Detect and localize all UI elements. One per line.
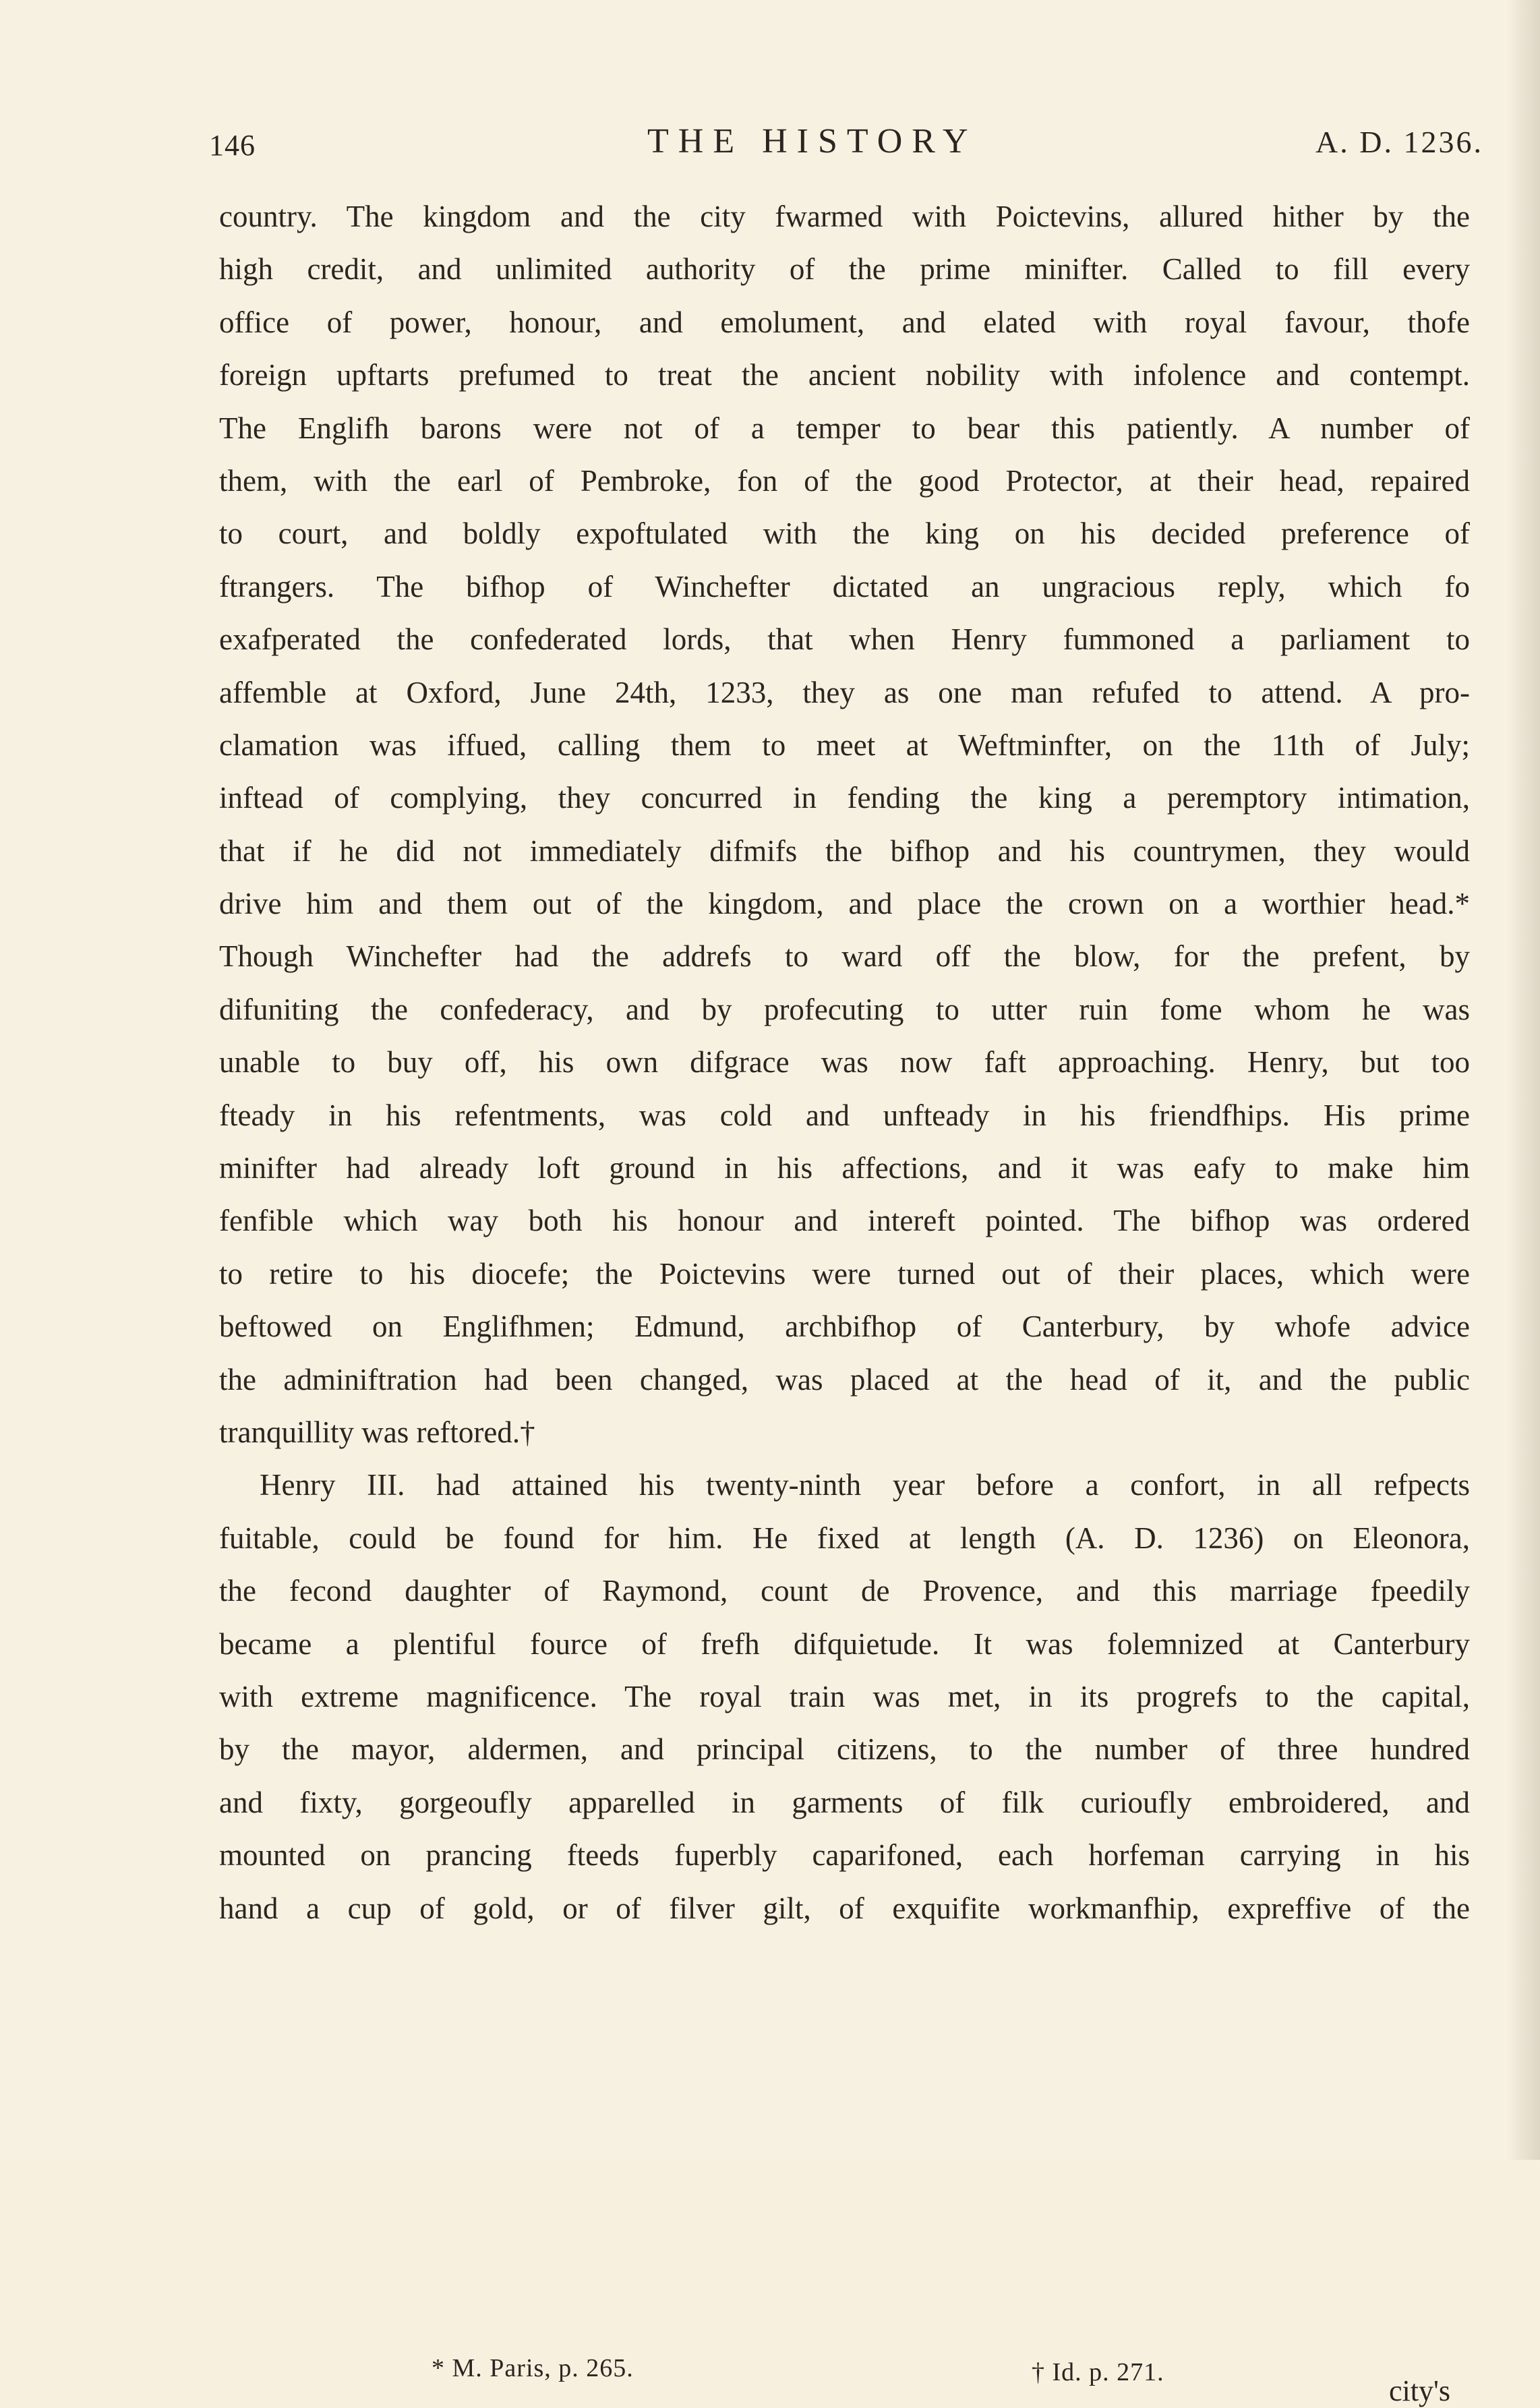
text-line: mounted on prancing fteeds fuperbly caparifoned, each horfeman carrying in his: [219, 1838, 1470, 1873]
text-line: Henry III. had attained his twenty-ninth year before a confort, in all refpects: [260, 1468, 1470, 1502]
text-line: drive him and them out of the kingdom, and place the crown on a worthier head.*: [219, 887, 1470, 921]
footnote-id: † Id. p. 271.: [1032, 2358, 1164, 2386]
text-line: them, with the earl of Pembroke, fon of the good Protector, at their head, repaired: [219, 463, 1470, 498]
text-line: by the mayor, aldermen, and principal citizens, to the number of three hundred: [219, 1732, 1470, 1767]
text-line: The Englifh barons were not of a temper to bear this patiently. A number of: [219, 411, 1470, 445]
text-line: to retire to his diocefe; the Poictevins were turned out of their places, which were: [219, 1256, 1470, 1291]
text-line: office of power, honour, and emolument, and elated with royal favour, thofe: [219, 305, 1470, 339]
page-edge-shadow: [1506, 0, 1540, 2160]
catchword: city's: [1389, 2374, 1451, 2407]
text-line: the adminiftration had been changed, was placed at the head of it, and the public: [219, 1362, 1470, 1397]
text-line: fuitable, could be found for him. He fixed at length (A. D. 1236) on Eleonora,: [219, 1521, 1470, 1555]
text-line: beftowed on Englifhmen; Edmund, archbifhop of Canterbury, by whofe advice: [219, 1310, 1470, 1344]
text-line: fenfible which way both his honour and intereft pointed. The bifhop was ordered: [219, 1204, 1470, 1238]
header-date: A. D. 1236.: [1315, 125, 1483, 159]
text-line: inftead of complying, they concurred in fending the king a peremptory intimation,: [219, 781, 1470, 815]
text-line: minifter had already loft ground in his affections, and it was eafy to make him: [219, 1151, 1470, 1185]
text-line: clamation was iffued, calling them to meet at Weftminfter, on the 11th of July;: [219, 728, 1470, 762]
text-line: unable to buy off, his own difgrace was now faft approaching. Henry, but too: [219, 1045, 1470, 1080]
page-number: 146: [209, 129, 256, 162]
text-line: and fixty, gorgeoufly apparelled in garments of filk curioufly embroidered, and: [219, 1785, 1470, 1819]
text-line: ftrangers. The bifhop of Winchefter dictated an ungracious reply, which fo: [219, 569, 1470, 604]
text-line: the fecond daughter of Raymond, count de Provence, and this marriage fpeedily: [219, 1574, 1470, 1608]
text-line: with extreme magnificence. The royal train was met, in its progrefs to the capital,: [219, 1679, 1470, 1713]
footnote-paris: * M. Paris, p. 265.: [432, 2354, 634, 2382]
text-line: tranquillity was reftored.†: [219, 1415, 535, 1449]
text-line: to court, and boldly expoftulated with the king on his decided preference of: [219, 517, 1470, 551]
text-line: Though Winchefter had the addrefs to ward off the blow, for the prefent, by: [219, 939, 1470, 974]
text-line: foreign upftarts prefumed to treat the ancient nobility with infolence and contempt.: [219, 358, 1470, 392]
text-line: exafperated the confederated lords, that when Henry fummoned a parliament to: [219, 622, 1470, 657]
text-line: hand a cup of gold, or of filver gilt, of exquifite workmanfhip, expreffive of the: [219, 1891, 1470, 1925]
body-text: [219, 190, 1470, 1935]
text-line: high credit, and unlimited authority of the prime minifter. Called to fill every: [219, 252, 1470, 287]
text-line: that if he did not immediately difmifs the bifhop and his countrymen, they would: [219, 833, 1470, 868]
text-line: country. The kingdom and the city fwarmed with Poictevins, allured hither by the: [219, 200, 1470, 233]
running-header: [202, 121, 1483, 175]
text-line: difuniting the confederacy, and by profecuting to utter ruin fome whom he was: [219, 992, 1470, 1026]
text-line: fteady in his refentments, was cold and unfteady in his friendfhips. His prime: [219, 1098, 1470, 1132]
text-line: became a plentiful fource of frefh difquietude. It was folemnized at Canterbury: [219, 1626, 1470, 1661]
running-title: THE HISTORY: [647, 122, 978, 160]
text-line: affemble at Oxford, June 24th, 1233, they as one man refufed to attend. A pro-: [219, 675, 1470, 709]
